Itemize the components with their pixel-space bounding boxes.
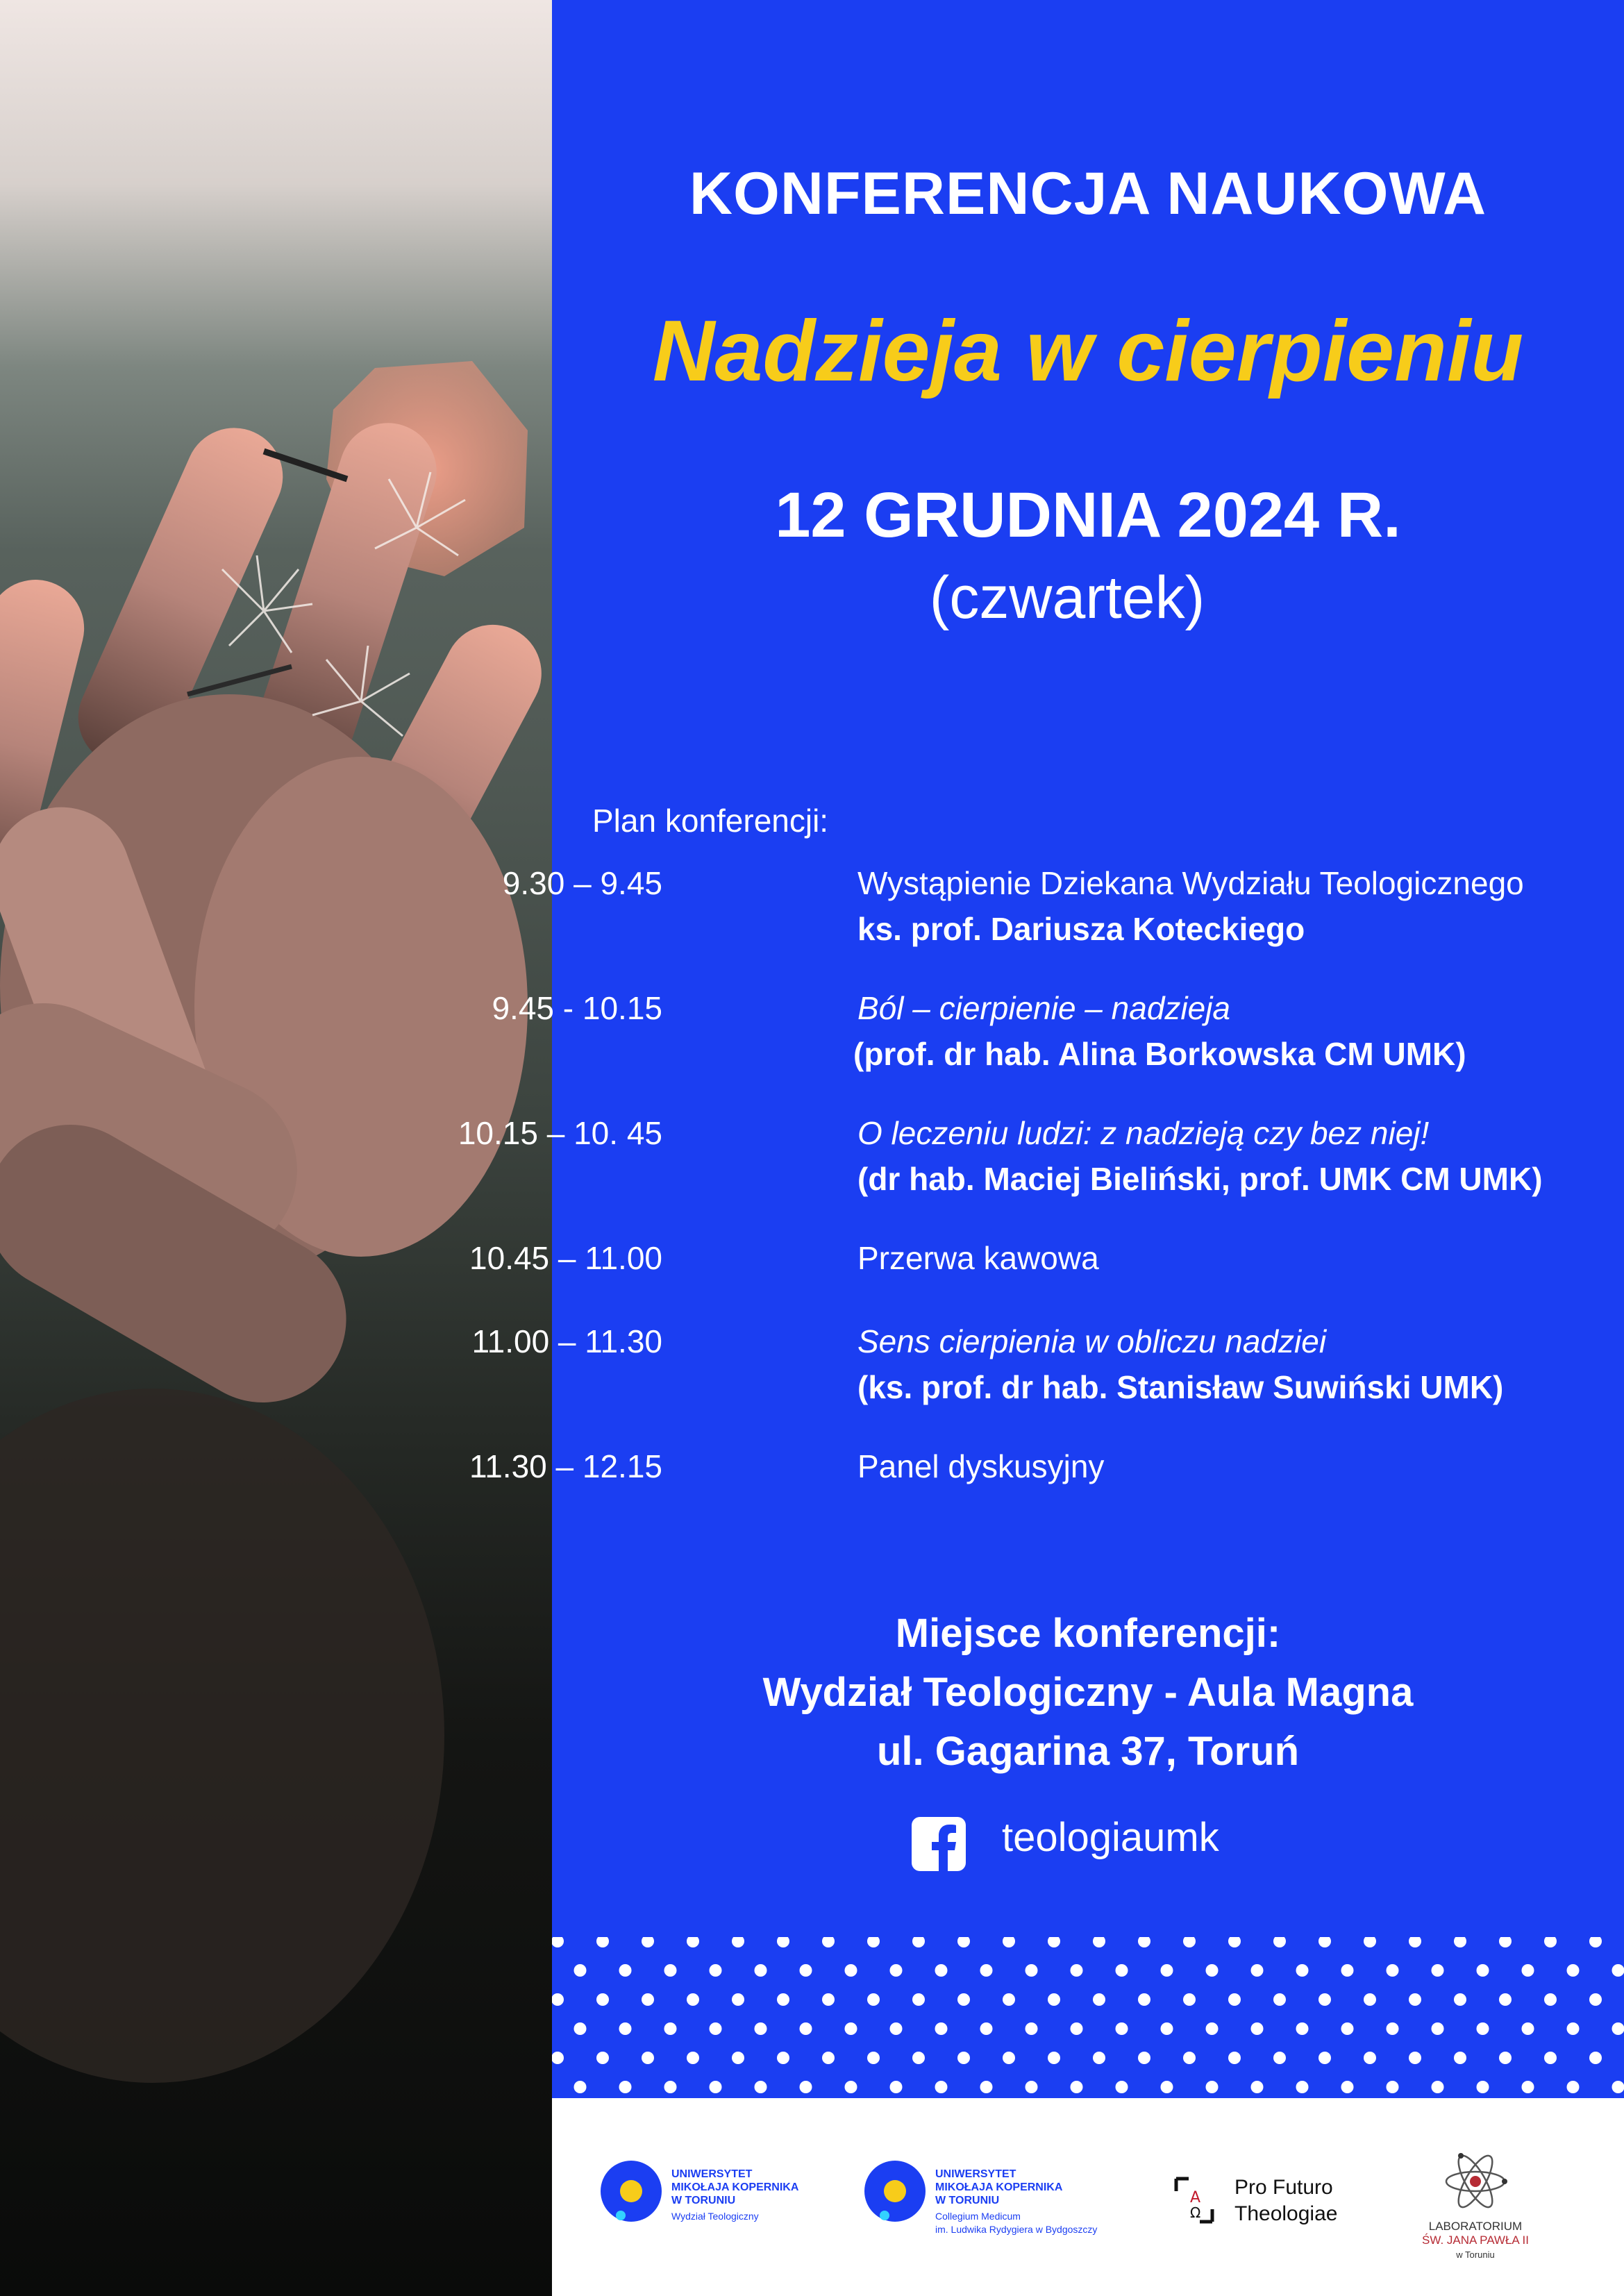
pattern-dot	[642, 2052, 654, 2064]
pattern-dot	[890, 1964, 903, 1977]
pattern-dot	[1364, 1937, 1376, 1947]
pattern-dot	[1544, 1937, 1557, 1947]
pattern-dot	[1522, 2022, 1534, 2035]
pattern-dot	[1048, 1993, 1060, 2006]
pattern-dot	[1589, 2052, 1602, 2064]
info-panel	[458, 0, 1624, 2098]
pattern-dot	[935, 2022, 948, 2035]
pattern-dot	[619, 2022, 632, 2035]
pattern-dot	[1477, 2022, 1489, 2035]
pattern-dot	[957, 1993, 970, 2006]
facebook-handle[interactable]: teologiaumk	[1002, 1815, 1219, 1860]
pattern-dot	[732, 1937, 744, 1947]
lab-line1: LABORATORIUM	[1428, 2220, 1523, 2233]
pattern-dot	[1206, 2081, 1219, 2093]
conference-weekday: (czwartek)	[929, 564, 1205, 631]
pattern-dot	[642, 1993, 654, 2006]
pattern-dot	[867, 1993, 880, 2006]
pattern-dot	[980, 2081, 993, 2093]
pattern-dot	[710, 1964, 722, 1977]
agenda-line1: Ból – cierpienie – nadzieja	[857, 990, 1231, 1026]
pattern-dot	[1454, 2052, 1466, 2064]
facebook-glyph	[912, 1817, 966, 1871]
pattern-dot	[596, 2052, 609, 2064]
pattern-dot	[1544, 2052, 1557, 2064]
pattern-dot	[596, 1937, 609, 1947]
agenda-time: 11.30 – 12.15	[469, 1448, 662, 1484]
pattern-dot	[890, 2022, 903, 2035]
pattern-dot	[574, 1964, 587, 1977]
pattern-dot	[1567, 1964, 1580, 1977]
pro-futuro-logo	[1173, 2176, 1338, 2228]
pattern-dot	[1138, 2052, 1150, 2064]
pattern-dot	[1499, 1993, 1512, 2006]
pattern-dot	[755, 2022, 767, 2035]
pattern-dot	[1273, 1937, 1286, 1947]
pattern-dot	[1432, 2081, 1444, 2093]
pattern-dot	[1387, 2022, 1399, 2035]
pattern-dot	[552, 1993, 564, 2006]
lab-line3: w Toruniu	[1456, 2249, 1495, 2260]
pattern-dot	[935, 2081, 948, 2093]
pattern-dot	[1071, 2081, 1083, 2093]
agenda-time: 10.15 – 10. 45	[458, 1115, 662, 1151]
pattern-dot	[642, 1937, 654, 1947]
umk-cm-line3: W TORUNIU	[935, 2195, 1000, 2206]
pattern-dot	[1522, 1964, 1534, 1977]
pattern-dot	[1296, 2022, 1309, 2035]
svg-text:Ω: Ω	[1190, 2204, 1201, 2221]
pattern-dot	[1161, 1964, 1173, 1977]
umk-cm-line2: MIKOŁAJA KOPERNIKA	[935, 2181, 1063, 2193]
pattern-dot	[1138, 1993, 1150, 2006]
pattern-dot	[619, 1964, 632, 1977]
umk-cm-sub1: Collegium Medicum	[935, 2211, 1021, 2222]
umk-cm-text	[935, 2168, 1116, 2236]
pattern-dot	[1319, 1993, 1331, 2006]
pattern-dot	[1228, 1937, 1241, 1947]
facebook-icon[interactable]	[912, 1817, 966, 1871]
pattern-dot	[1116, 1964, 1128, 1977]
conference-type: KONFERENCJA NAUKOWA	[689, 160, 1487, 227]
agenda-desc	[857, 1114, 1543, 1198]
pattern-dot	[1612, 2081, 1624, 2093]
pattern-dot	[1341, 2022, 1354, 2035]
pattern-dot	[1589, 1937, 1602, 1947]
pattern-dot	[980, 2022, 993, 2035]
pattern-dot	[1183, 2052, 1196, 2064]
pattern-dot	[1409, 2052, 1421, 2064]
agenda-desc	[857, 864, 1524, 948]
pattern-dot	[845, 1964, 857, 1977]
pattern-dot	[935, 1964, 948, 1977]
agenda-line1: Sens cierpienia w obliczu nadziei	[857, 1323, 1327, 1359]
pattern-dot	[845, 2022, 857, 2035]
pro-futuro-line2: Theologiae	[1234, 2202, 1338, 2225]
pattern-dot	[710, 2022, 722, 2035]
pattern-dot	[912, 1937, 925, 1947]
pattern-dot	[619, 2081, 632, 2093]
atom-icon	[1413, 2150, 1538, 2220]
pattern-dot	[1387, 2081, 1399, 2093]
pattern-dot	[822, 2052, 835, 2064]
pattern-dot	[664, 2081, 677, 2093]
agenda-desc	[857, 1239, 1099, 1277]
umk-cm-line1: UNIWERSYTET	[935, 2168, 1016, 2180]
pattern-dot	[1319, 1937, 1331, 1947]
pattern-dot	[1161, 2081, 1173, 2093]
pattern-dot	[1387, 1964, 1399, 1977]
dots-pattern	[552, 1937, 1624, 2098]
pattern-dot	[1116, 2022, 1128, 2035]
umk-line3: W TORUNIU	[671, 2195, 736, 2206]
pattern-dot	[574, 2022, 587, 2035]
pattern-dot	[1273, 2052, 1286, 2064]
pattern-dot	[867, 2052, 880, 2064]
pattern-dot	[574, 2081, 587, 2093]
pattern-dot	[552, 1937, 564, 1947]
pattern-dot	[1026, 2022, 1038, 2035]
pattern-dot	[1341, 1964, 1354, 1977]
pro-futuro-line1: Pro Futuro	[1234, 2176, 1333, 2199]
pattern-dot	[687, 2052, 699, 2064]
pattern-dot	[1567, 2081, 1580, 2093]
pattern-dot	[755, 1964, 767, 1977]
pattern-dot	[1409, 1993, 1421, 2006]
pattern-dot	[755, 2081, 767, 2093]
pattern-dot	[867, 1937, 880, 1947]
pattern-dot	[1206, 2022, 1219, 2035]
pattern-dot	[1477, 1964, 1489, 1977]
pattern-dot	[1003, 1993, 1015, 2006]
pattern-dot	[777, 1993, 789, 2006]
agenda-time: 11.00 – 11.30	[471, 1323, 662, 1359]
umk-line2: MIKOŁAJA KOPERNIKA	[671, 2181, 799, 2193]
pattern-dot	[1048, 2052, 1060, 2064]
pattern-dot	[664, 2022, 677, 2035]
pattern-dot	[732, 2052, 744, 2064]
agenda-time: 9.30 – 9.45	[502, 865, 662, 901]
conference-date: 12 GRUDNIA 2024 R.	[775, 480, 1401, 551]
pattern-dot	[1364, 1993, 1376, 2006]
pattern-dot	[1432, 1964, 1444, 1977]
pattern-dot	[912, 2052, 925, 2064]
agenda-line1: Przerwa kawowa	[857, 1240, 1099, 1276]
pattern-dot	[1499, 1937, 1512, 1947]
umk-sub: Wydział Teologiczny	[671, 2211, 759, 2222]
agenda-desc	[857, 1448, 1104, 1485]
pattern-dot	[1296, 2081, 1309, 2093]
pattern-dot	[957, 2052, 970, 2064]
pattern-dot	[1477, 2081, 1489, 2093]
pattern-dot	[1612, 1964, 1624, 1977]
agenda-desc	[857, 1323, 1503, 1406]
plan-label: Plan konferencji:	[592, 803, 829, 839]
alpha-omega-icon	[1173, 2176, 1215, 2224]
umk-cm-sub2: im. Ludwika Rydygiera w Bydgoszczy	[935, 2224, 1098, 2235]
pattern-dot	[1161, 2022, 1173, 2035]
pattern-dot	[1003, 2052, 1015, 2064]
pattern-dot	[800, 2081, 812, 2093]
pattern-dot	[845, 2081, 857, 2093]
pattern-dot	[800, 1964, 812, 1977]
venue-address: ul. Gagarina 37, Toruń	[876, 1729, 1300, 1774]
agenda-line2: (dr hab. Maciej Bieliński, prof. UMK CM UMK)	[857, 1161, 1543, 1197]
pattern-dot	[1116, 2081, 1128, 2093]
agenda-line1: O leczeniu ludzi: z nadzieją czy bez niej!	[857, 1115, 1430, 1151]
pattern-dot	[1093, 1937, 1105, 1947]
pattern-dot	[1251, 1964, 1264, 1977]
pattern-dot	[1093, 2052, 1105, 2064]
pattern-dot	[1228, 2052, 1241, 2064]
pattern-dot	[1251, 2081, 1264, 2093]
agenda-line2: (ks. prof. dr hab. Stanisław Suwiński UMK)	[857, 1369, 1504, 1405]
pattern-dot	[710, 2081, 722, 2093]
agenda-time: 9.45 - 10.15	[492, 990, 662, 1026]
pattern-dot	[1026, 1964, 1038, 1977]
pattern-dot	[822, 1993, 835, 2006]
pattern-dot	[1296, 1964, 1309, 1977]
agenda-line2: (prof. dr hab. Alina Borkowska CM UMK)	[853, 1036, 1466, 1072]
pattern-dot	[980, 1964, 993, 1977]
agenda-line2: ks. prof. Dariusza Koteckiego	[857, 911, 1305, 947]
pattern-dot	[890, 2081, 903, 2093]
pattern-dot	[596, 1993, 609, 2006]
umk-theology-text	[671, 2168, 824, 2223]
pattern-dot	[1206, 1964, 1219, 1977]
pattern-dot	[800, 2022, 812, 2035]
pattern-dot	[1071, 1964, 1083, 1977]
pattern-dot	[664, 1964, 677, 1977]
pattern-dot	[1319, 2052, 1331, 2064]
venue-place: Wydział Teologiczny - Aula Magna	[762, 1670, 1414, 1715]
logos-bar	[552, 2098, 1624, 2296]
pattern-dot	[1567, 2022, 1580, 2035]
pattern-dot	[777, 1937, 789, 1947]
pattern-dot	[1071, 2022, 1083, 2035]
pattern-dot	[1093, 1993, 1105, 2006]
agenda-line1: Wystąpienie Dziekana Wydziału Teologicznego	[857, 865, 1524, 901]
pro-futuro-text	[1234, 2175, 1337, 2227]
umk-emblem-icon	[864, 2161, 926, 2222]
laboratorium-text	[1413, 2220, 1538, 2262]
conference-title: Nadzieja w cierpieniu	[652, 303, 1524, 399]
venue-block	[552, 1604, 1624, 1781]
pattern-dot	[1612, 2022, 1624, 2035]
pattern-dot	[1273, 1993, 1286, 2006]
pattern-dot	[687, 1993, 699, 2006]
agenda-desc	[853, 989, 1466, 1073]
pattern-dot	[1409, 1937, 1421, 1947]
pattern-dot	[1183, 1993, 1196, 2006]
pattern-dot	[777, 2052, 789, 2064]
pattern-dot	[732, 1993, 744, 2006]
pattern-dot	[1432, 2022, 1444, 2035]
pattern-dot	[912, 1993, 925, 2006]
pattern-dot	[1026, 2081, 1038, 2093]
pattern-dot	[1499, 2052, 1512, 2064]
pattern-dot	[1183, 1937, 1196, 1947]
pattern-dot	[552, 2052, 564, 2064]
pattern-dot	[1454, 1937, 1466, 1947]
pattern-dot	[1544, 1993, 1557, 2006]
laboratorium-logo	[1413, 2150, 1538, 2260]
pattern-dot	[1341, 2081, 1354, 2093]
pattern-dot	[1589, 1993, 1602, 2006]
svg-text:A: A	[1190, 2189, 1201, 2206]
agenda-line1: Panel dyskusyjny	[857, 1448, 1105, 1484]
pattern-dot	[822, 1937, 835, 1947]
agenda-time: 10.45 – 11.00	[469, 1240, 662, 1276]
pattern-dot	[1251, 2022, 1264, 2035]
pattern-dot	[957, 1937, 970, 1947]
umk-line1: UNIWERSYTET	[671, 2168, 753, 2180]
pattern-dot	[687, 1937, 699, 1947]
pattern-dot	[1364, 2052, 1376, 2064]
pattern-dot	[1003, 1937, 1015, 1947]
pattern-dot	[1522, 2081, 1534, 2093]
pattern-dot	[1454, 1993, 1466, 2006]
pattern-dot	[1048, 1937, 1060, 1947]
pattern-dot	[1138, 1937, 1150, 1947]
pattern-dot	[1228, 1993, 1241, 2006]
venue-label: Miejsce konferencji:	[895, 1611, 1281, 1656]
lab-line2: ŚW. JANA PAWŁA II	[1422, 2234, 1529, 2247]
umk-emblem-icon	[601, 2161, 662, 2222]
